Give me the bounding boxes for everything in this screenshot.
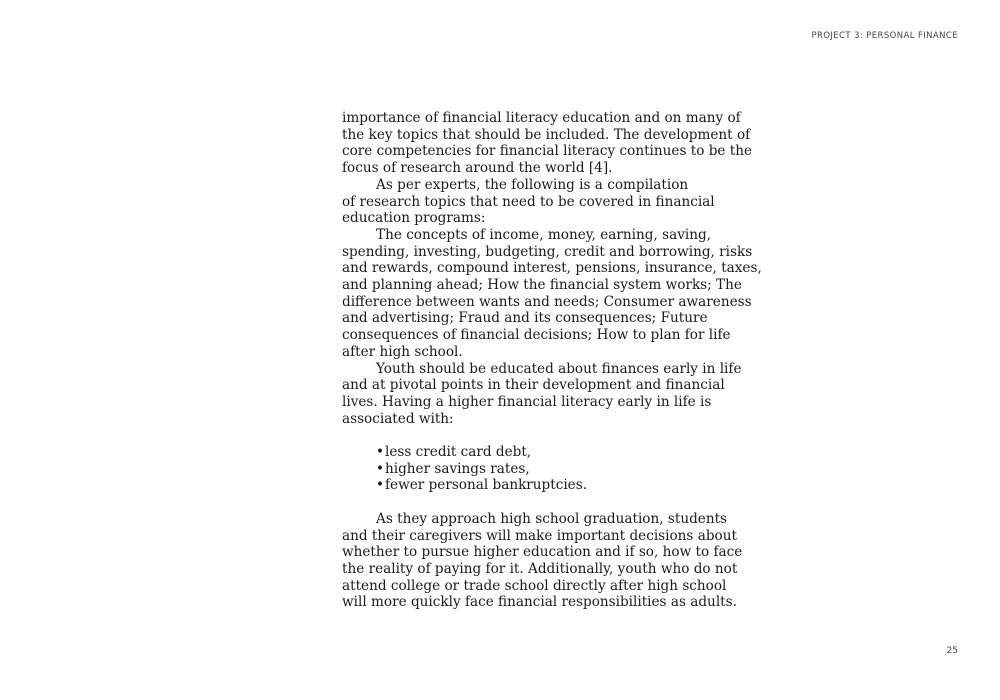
list-item xyxy=(342,461,702,478)
paragraph-line: As per experts, the following is a compilation xyxy=(376,176,689,193)
paragraph-line: of research topics that need to be covered in financial xyxy=(342,193,715,210)
list-item-text: higher savings rates, xyxy=(385,460,530,477)
paragraph-line: and rewards, compound interest, pensions, insurance, taxes, xyxy=(342,260,762,277)
paragraph-line: focus of research around the world [4]. xyxy=(342,160,613,177)
list-item xyxy=(342,477,702,494)
paragraph-line: education programs: xyxy=(342,210,486,227)
paragraph-line: and advertising; Fraud and its consequences; Future xyxy=(342,310,708,327)
paragraph-line: and their caregivers will make important decisions about xyxy=(342,527,737,544)
bullet-icon: • xyxy=(376,477,385,494)
paragraph-line: after high school. xyxy=(342,343,463,360)
paragraph-line: will more quickly face financial responsibilities as adults. xyxy=(342,594,737,611)
paragraph-3 xyxy=(342,226,762,361)
bullet-icon: • xyxy=(376,444,385,461)
paragraph-line: The concepts of income, money, earning, saving, xyxy=(376,226,711,243)
paragraph-line: and at pivotal points in their development and financial xyxy=(342,377,725,394)
paragraph-line: the key topics that should be included. The development of xyxy=(342,126,751,143)
paragraph-line: attend college or trade school directly after high school xyxy=(342,577,727,594)
paragraph-line: As they approach high school graduation, students xyxy=(376,510,728,527)
list-item xyxy=(342,444,702,461)
paragraph-line: importance of financial literacy education and on many of xyxy=(342,110,741,126)
paragraph-line: lives. Having a higher financial literacy early in life is xyxy=(342,393,712,410)
list-item-text: less credit card debt, xyxy=(385,444,532,461)
bullet-list xyxy=(342,444,702,494)
body-text xyxy=(342,110,762,611)
paragraph-line: spending, investing, budgeting, credit and borrowing, risks xyxy=(342,243,753,260)
paragraph-line: core competencies for financial literacy continues to be the xyxy=(342,143,753,160)
paragraph-2 xyxy=(342,176,715,227)
paragraph-line: the reality of paying for it. Additionally, youth who do not xyxy=(342,560,738,577)
paragraph-line: whether to pursue higher education and if so, how to face xyxy=(342,544,743,561)
bullet-icon: • xyxy=(376,460,385,477)
paragraph-line: difference between wants and needs; Consumer awareness xyxy=(342,293,752,310)
paragraph-line: and planning ahead; How the financial system works; The xyxy=(342,277,742,294)
paragraph-4 xyxy=(342,360,742,428)
list-item-text: fewer personal bankruptcies. xyxy=(385,477,588,494)
paragraph-line: consequences of financial decisions; How to plan for life xyxy=(342,327,731,344)
paragraph-line: associated with: xyxy=(342,410,454,427)
page-number: 25 xyxy=(946,646,958,656)
paragraph-5 xyxy=(342,510,743,611)
running-header: PROJECT 3: PERSONAL FINANCE xyxy=(811,31,958,41)
paragraph-line: Youth should be educated about finances early in life xyxy=(376,360,742,377)
paragraph-1 xyxy=(342,110,753,177)
